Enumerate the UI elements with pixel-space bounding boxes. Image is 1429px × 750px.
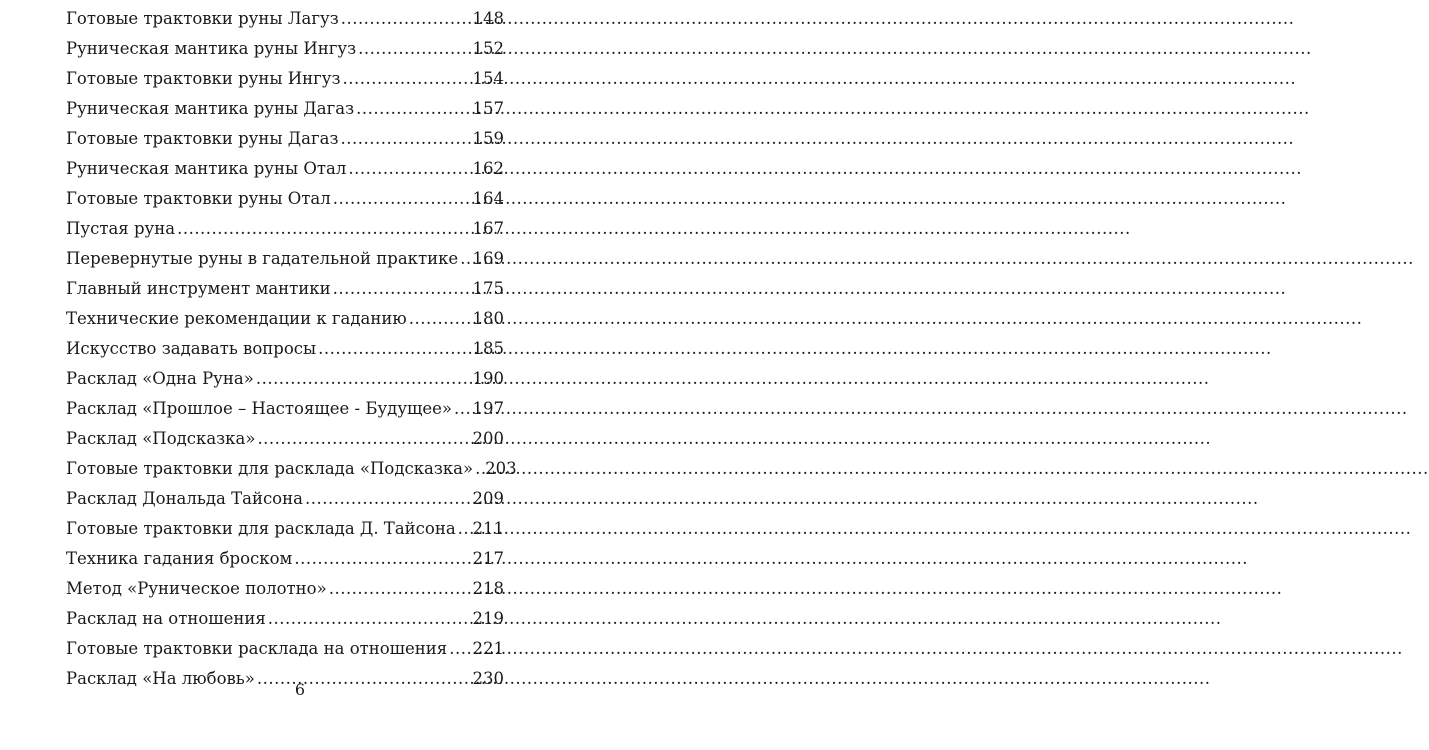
toc-entry (66, 274, 504, 304)
toc-entry-page: 200 (472, 429, 504, 448)
toc-entry-page: 169 (472, 249, 504, 268)
page-number: 6 (294, 680, 306, 699)
toc-entry-title: Технические рекомендации к гаданию (66, 309, 407, 328)
toc-entry-page: 190 (472, 369, 504, 388)
toc-entry (66, 64, 504, 94)
toc-entry-title: Искусство задавать вопросы (66, 339, 317, 358)
toc-entry (66, 364, 504, 394)
toc-entry-title: Руническая мантика руны Дагаз (66, 99, 355, 118)
toc-entry (66, 184, 504, 214)
toc-entry (66, 304, 504, 334)
toc-entry-page: 148 (472, 9, 504, 28)
toc-entry-title: Расклад Дональда Тайсона (66, 489, 303, 508)
toc-dot-leader (460, 244, 470, 274)
toc-entry-page: 164 (472, 189, 504, 208)
toc-entry-page: 218 (472, 579, 504, 598)
toc-dot-leader (340, 124, 470, 154)
toc-entry-page: 157 (472, 99, 504, 118)
toc-entry-title: Перевернутые руны в гадательной практике (66, 249, 459, 268)
toc-dot-leader (475, 454, 483, 484)
toc-dot-leader (329, 574, 471, 604)
toc-entry (66, 454, 517, 484)
toc-entry (66, 544, 504, 574)
toc-entry-page: 152 (472, 39, 504, 58)
toc-dot-leader (458, 514, 471, 544)
toc-entry-page: 154 (472, 69, 504, 88)
toc-entry-page: 203 (485, 459, 517, 478)
toc-entry (66, 214, 504, 244)
toc-dot-leader (409, 304, 471, 334)
toc-dot-leader (341, 4, 471, 34)
toc-entry-page: 211 (472, 519, 504, 538)
toc-entry (66, 424, 504, 454)
toc-entry-title: Готовые трактовки для расклада Д. Тайсона (66, 519, 456, 538)
toc-entry-page: 209 (472, 489, 504, 508)
toc-entry-title: Расклад «Одна Руна» (66, 369, 254, 388)
toc-entry-page: 221 (472, 639, 504, 658)
toc-dot-leader (333, 274, 471, 304)
toc-entry (66, 124, 504, 154)
toc-dot-leader (342, 64, 470, 94)
toc-entry-page: 185 (472, 339, 504, 358)
toc-entry-title: Готовые трактовки руны Дагаз (66, 129, 339, 148)
toc-entry (66, 244, 504, 274)
toc-entry-title: Пустая руна (66, 219, 176, 238)
toc-entry (66, 154, 504, 184)
toc-entry-title: Метод «Руническое полотно» (66, 579, 327, 598)
toc-dot-leader (333, 184, 471, 214)
toc-entry-title: Техника гадания броском (66, 549, 293, 568)
toc-entry-page: 217 (472, 549, 504, 568)
toc-entry-page: 167 (472, 219, 504, 238)
toc-entry (66, 484, 504, 514)
toc-entry-page: 230 (472, 669, 504, 688)
toc-entry-title: Готовые трактовки для расклада «Подсказка» (66, 459, 474, 478)
toc-entry (66, 34, 504, 64)
toc-entry-title: Руническая мантика руны Отал (66, 159, 347, 178)
toc-dot-leader (294, 544, 470, 574)
toc-entry-title: Готовые трактовки руны Отал (66, 189, 331, 208)
toc-entry-page: 180 (472, 309, 504, 328)
toc-entry (66, 4, 504, 34)
toc-entry-page: 159 (472, 129, 504, 148)
toc-dot-leader (177, 214, 470, 244)
toc-entry-title: Расклад «Прошлое – Настоящее - Будущее» (66, 399, 452, 418)
toc-dot-leader (358, 34, 470, 64)
toc-entry-title: Главный инструмент мантики (66, 279, 331, 298)
table-of-contents (66, 4, 517, 694)
toc-entry-title: Готовые трактовки расклада на отношения (66, 639, 448, 658)
toc-entry-page: 197 (472, 399, 504, 418)
toc-entry (66, 634, 504, 664)
toc-entry (66, 334, 504, 364)
toc-entry (66, 514, 504, 544)
toc-dot-leader (454, 394, 471, 424)
toc-entry (66, 94, 504, 124)
toc-dot-leader (449, 634, 470, 664)
toc-entry-title: Расклад «Подсказка» (66, 429, 256, 448)
toc-entry-page: 175 (472, 279, 504, 298)
toc-entry-title: Расклад «На любовь» (66, 669, 255, 688)
toc-entry (66, 574, 504, 604)
toc-dot-leader (318, 334, 470, 364)
toc-dot-leader (356, 94, 470, 124)
toc-entry-page: 162 (472, 159, 504, 178)
toc-dot-leader (256, 364, 471, 394)
toc-entry-title: Руническая мантика руны Ингуз (66, 39, 357, 58)
toc-entry (66, 604, 504, 634)
toc-dot-leader (305, 484, 471, 514)
toc-dot-leader (268, 604, 471, 634)
toc-entry-title: Готовые трактовки руны Ингуз (66, 69, 341, 88)
toc-entry-title: Расклад на отношения (66, 609, 266, 628)
toc-entry-title: Готовые трактовки руны Лагуз (66, 9, 339, 28)
toc-dot-leader (348, 154, 470, 184)
toc-dot-leader (257, 424, 470, 454)
toc-entry (66, 394, 504, 424)
toc-entry-page: 219 (472, 609, 504, 628)
